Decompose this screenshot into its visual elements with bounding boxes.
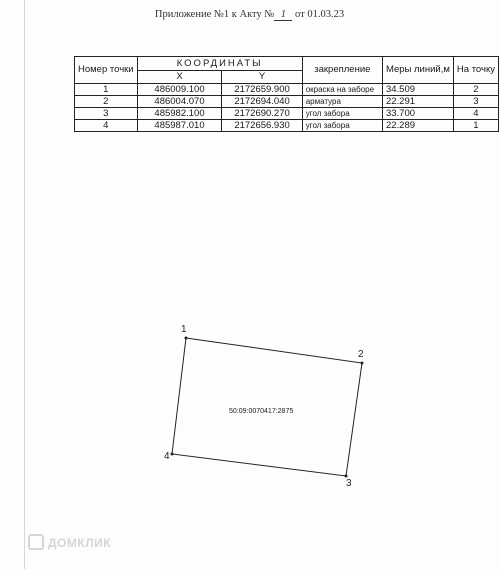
cell-point: 1	[75, 84, 138, 96]
header-prefix: Приложение №1 к Акту №	[154, 9, 275, 20]
cell-point: 2	[75, 96, 138, 108]
cell-x: 485982.100	[137, 108, 222, 120]
act-number: 1	[274, 9, 292, 21]
cell-length: 22.289	[382, 120, 453, 132]
col-header-length: Меры линий,м	[382, 57, 453, 84]
vertex-1-label: 1	[181, 324, 187, 335]
cell-fixation: угол забора	[302, 108, 382, 120]
cell-x: 486004.070	[137, 96, 222, 108]
vertex-1-marker	[185, 337, 188, 340]
vertex-3-label: 3	[346, 478, 352, 489]
plot-boundary	[172, 338, 362, 476]
vertex-2-label: 2	[358, 349, 364, 360]
col-header-to-point: На точку	[453, 57, 498, 84]
cell-length: 34.509	[382, 84, 453, 96]
cell-to-point: 2	[453, 84, 498, 96]
cell-x: 486009.100	[137, 84, 222, 96]
col-header-y: Y	[222, 70, 302, 84]
cell-to-point: 4	[453, 108, 498, 120]
cell-to-point: 1	[453, 120, 498, 132]
cell-to-point: 3	[453, 96, 498, 108]
cell-point: 3	[75, 108, 138, 120]
vertex-4-marker	[171, 453, 174, 456]
cell-y: 2172659.900	[222, 84, 302, 96]
watermark-text: ДОМКЛИК	[48, 536, 112, 550]
cell-y: 2172694.040	[222, 96, 302, 108]
vertex-2-marker	[361, 362, 364, 365]
col-header-point: Номер точки	[75, 57, 138, 84]
cell-y: 2172690.270	[222, 108, 302, 120]
cell-x: 485987.010	[137, 120, 222, 132]
cell-fixation: арматура	[302, 96, 382, 108]
cell-length: 33.700	[382, 108, 453, 120]
cell-fixation: угол забора	[302, 120, 382, 132]
vertex-4-label: 4	[164, 451, 170, 462]
cell-point: 4	[75, 120, 138, 132]
col-header-x: X	[137, 70, 222, 84]
cell-length: 22.291	[382, 96, 453, 108]
cadastral-number: 50:09:0070417:2875	[229, 408, 294, 415]
col-header-fixation: закрепление	[302, 57, 382, 84]
col-header-coordinates: КООРДИНАТЫ	[137, 57, 302, 71]
watermark	[28, 534, 111, 550]
cell-fixation: окраска на заборе	[302, 84, 382, 96]
cell-y: 2172656.930	[222, 120, 302, 132]
watermark-house-icon	[28, 534, 44, 550]
header-date: от 01.03.23	[295, 9, 345, 20]
